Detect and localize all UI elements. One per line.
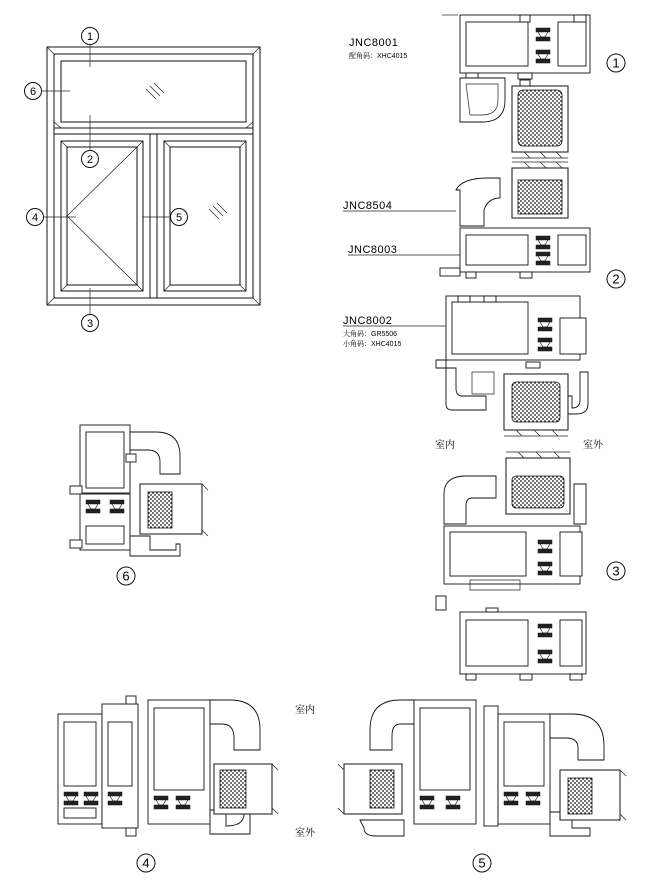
label-jnc8003 [348, 244, 460, 256]
label-jnc8001 [349, 37, 407, 60]
callout-section-5 [473, 854, 491, 872]
svg-text:1: 1 [86, 31, 94, 43]
glass-unit-3 [506, 452, 570, 514]
window-elevation [25, 28, 261, 332]
svg-text:6: 6 [29, 86, 37, 98]
glass-unit-2 [512, 162, 568, 218]
svg-text:JNC8001: JNC8001 [349, 37, 399, 49]
svg-text:2: 2 [612, 271, 620, 287]
svg-text:室外: 室外 [583, 440, 603, 451]
callout-right-2 [607, 270, 625, 288]
svg-text:JNC8003: JNC8003 [348, 244, 398, 256]
inner-frame-line [54, 54, 253, 298]
svg-text:3: 3 [612, 563, 620, 579]
svg-text:配角码：XHC4015: 配角码：XHC4015 [349, 53, 408, 60]
svg-text:5: 5 [478, 855, 486, 871]
glass-unit-1 [512, 86, 568, 158]
svg-text:JNC8504: JNC8504 [343, 200, 393, 212]
svg-text:室外: 室外 [295, 828, 315, 839]
glass-reflection-marks [146, 83, 227, 219]
outer-frame [47, 47, 260, 305]
transom-glass [61, 61, 246, 122]
svg-text:室内: 室内 [295, 705, 315, 716]
glass-unit-4 [214, 764, 278, 814]
svg-text:5: 5 [175, 212, 183, 224]
callout-right-1 [607, 54, 625, 72]
svg-text:JNC8002: JNC8002 [343, 315, 393, 327]
svg-text:3: 3 [86, 318, 94, 330]
svg-text:6: 6 [122, 568, 130, 584]
callout-3 [82, 288, 99, 332]
svg-text:大角码：GR5506: 大角码：GR5506 [343, 331, 398, 338]
callout-section-6 [117, 567, 135, 585]
callout-4 [27, 209, 77, 226]
opening-direction-lines [67, 147, 137, 285]
glass-unit-2b [504, 374, 568, 436]
label-jnc8504 [343, 200, 456, 212]
svg-text:小角码：XHC4015: 小角码：XHC4015 [343, 341, 402, 348]
label-jnc8002 [343, 315, 446, 348]
callout-section-4 [137, 854, 155, 872]
callout-right-3 [607, 562, 625, 580]
svg-text:4: 4 [31, 212, 39, 224]
side-labels-bottom [295, 703, 316, 839]
side-labels-right-column [435, 438, 604, 451]
svg-text:4: 4 [142, 855, 150, 871]
callout-5 [142, 209, 188, 226]
glass-unit-6 [140, 484, 208, 536]
svg-text:1: 1 [612, 55, 620, 71]
svg-text:2: 2 [86, 154, 94, 166]
casement-sash [61, 141, 143, 291]
glass-unit-5 [560, 770, 626, 820]
svg-text:室内: 室内 [435, 440, 455, 451]
